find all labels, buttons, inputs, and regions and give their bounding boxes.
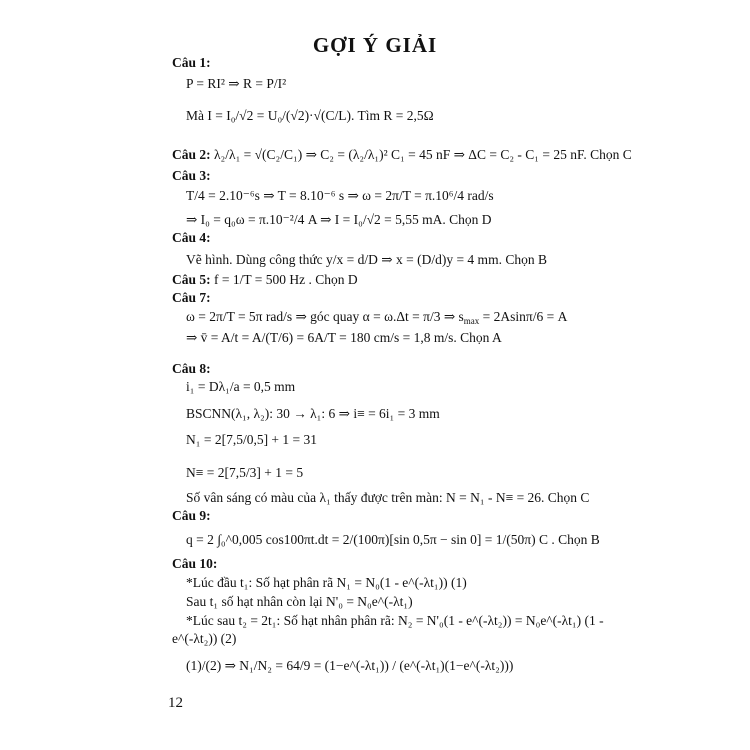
question-10-line-1: *Lúc đầu t₁: Số hạt phân rã N₁ = N₀(1 - e^(-λt₁)) (1): [186, 575, 467, 590]
question-7-line-1: ω = 2π/T = 5π rad/s ⇒ góc quay α = ω.Δt = π/3 ⇒ $s_{max} = 2Asin\pi/6 = A$: [186, 309, 568, 326]
question-10-line-3: *Lúc sau t₂ = 2t₁: Số hạt nhân phân rã: N₂ = N'₀(1 - e^(-λt₂)) = N₀e^(-λt₁) (1 -: [186, 613, 604, 628]
question-8-line-4: N≡ = 2[7,5/3] + 1 = 5: [186, 465, 304, 480]
question-8-line-1: i₁ = Dλ₁/a = 0,5 mm: [186, 379, 296, 394]
question-4-label: Câu 4:: [172, 230, 211, 245]
question-8-label: Câu 8:: [172, 361, 211, 376]
page-title: GỢI Ý GIẢI: [312, 33, 438, 57]
question-9-label: Câu 9:: [172, 508, 211, 523]
question-7-label: Câu 7:: [172, 290, 211, 305]
question-8-line-2: BSCNN(λ₁, λ₂): 30 → λ₁: 6 ⇒ i≡ = 6i₁ = 3 mm: [186, 406, 440, 421]
question-1-line-1: P = RI² ⇒ R = P/I²: [186, 76, 287, 91]
page-number: 12: [168, 695, 183, 711]
question-10-line-5: (1)/(2) ⇒ N₁/N₂ = 64/9 = (1−e^(-λt₁)) / (e^(-λt₁)(1−e^(-λt₂))): [186, 658, 514, 673]
question-7-line-2: ⇒ v̄ = A/t = A/(T/6) = 6A/T = 180 cm/s = 1,8 m/s. Chọn A: [186, 330, 502, 345]
question-1-line-2: Mà I = I₀/√2 = U₀/(√2)·√(C/L). Tìm R = 2,5Ω: [186, 108, 434, 123]
question-5: Câu 5: f = 1/T = 500 Hz . Chọn D: [172, 272, 358, 287]
question-3-line-2: ⇒ I₀ = q₀ω = π.10⁻²/4 A ⇒ I = I₀/√2 = 5,55 mA. Chọn D: [186, 212, 492, 227]
question-10-label: Câu 10:: [172, 556, 218, 571]
question-10-line-4: e^(-λt₂)) (2): [172, 631, 237, 646]
question-4-line-1: Vẽ hình. Dùng công thức y/x = d/D ⇒ x = (D/d)y = 4 mm. Chọn B: [186, 252, 547, 267]
question-1-label: Câu 1:: [172, 55, 211, 70]
question-3-label: Câu 3:: [172, 168, 211, 183]
question-9-line-1: q = 2 ∫₀^0,005 cos100πt.dt = 2/(100π)[sin 0,5π − sin 0] = 1/(50π) C . Chọn B: [186, 532, 600, 547]
question-8-line-5: Số vân sáng có màu của λ₁ thấy được trên màn: N = N₁ - N≡ = 26. Chọn C: [186, 490, 590, 505]
question-2: Câu 2: λ₂/λ₁ = √(C₂/C₁) ⇒ C₂ = (λ₂/λ₁)² C₁ = 45 nF ⇒ ΔC = C₂ - C₁ = 25 nF. Chọn C: [172, 147, 632, 162]
question-3-line-1: T/4 = 2.10⁻⁶s ⇒ T = 8.10⁻⁶ s ⇒ ω = 2π/T = π.10⁶/4 rad/s: [186, 188, 494, 203]
question-10-line-2: Sau t₁ số hạt nhân còn lại N'₀ = N₀e^(-λt₁): [186, 594, 413, 609]
question-8-line-3: N₁ = 2[7,5/0,5] + 1 = 31: [186, 432, 318, 447]
